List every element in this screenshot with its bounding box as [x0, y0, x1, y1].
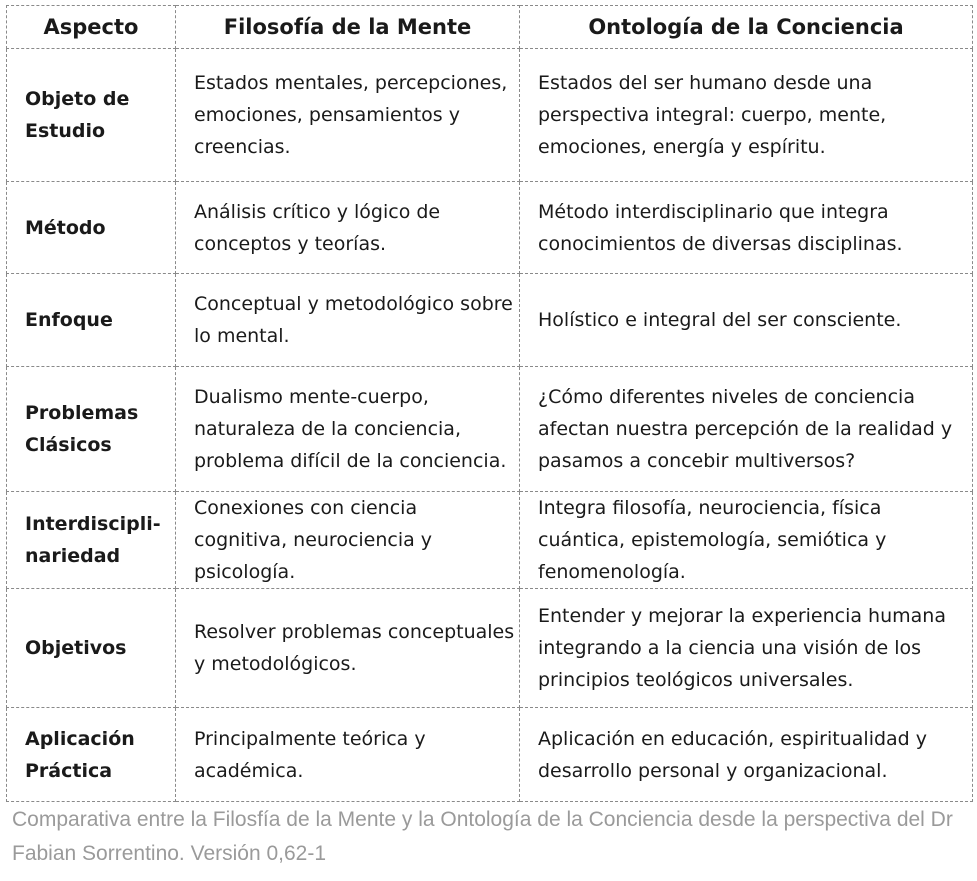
table-row	[7, 367, 973, 492]
ontology-cell: Aplicación en educación, espiritualidad y desarrollo personal y organizacional.	[520, 708, 973, 802]
table-row	[7, 708, 973, 802]
table-row	[7, 589, 973, 708]
table-row	[7, 492, 973, 589]
aspect-cell: Método	[7, 182, 176, 274]
comparison-table	[6, 5, 973, 802]
aspect-cell: Objeto de Estudio	[7, 49, 176, 182]
mind-cell: Análisis crítico y lógico de conceptos y teorías.	[176, 182, 520, 274]
ontology-cell: ¿Cómo diferentes niveles de conciencia afectan nuestra percepción de la realidad y pasamos a concebir multiversos?	[520, 367, 973, 492]
aspect-cell: Problemas Clásicos	[7, 367, 176, 492]
header-ontology-of-consciousness: Ontología de la Conciencia	[520, 6, 973, 49]
aspect-cell: Enfoque	[7, 274, 176, 367]
header-row	[7, 6, 973, 49]
mind-cell: Resolver problemas conceptuales y metodológicos.	[176, 589, 520, 708]
mind-cell: Conexiones con ciencia cognitiva, neurociencia y psicología.	[176, 492, 520, 589]
table-row	[7, 49, 973, 182]
aspect-cell: Objetivos	[7, 589, 176, 708]
mind-cell: Conceptual y metodológico sobre lo mental.	[176, 274, 520, 367]
header-philosophy-of-mind: Filosofía de la Mente	[176, 6, 520, 49]
ontology-cell: Estados del ser humano desde una perspectiva integral: cuerpo, mente, emociones, energía y espíritu.	[520, 49, 973, 182]
aspect-cell: Aplicación Práctica	[7, 708, 176, 802]
ontology-cell: Entender y mejorar la experiencia humana integrando a la ciencia una visión de los principios teológicos universales.	[520, 589, 973, 708]
mind-cell: Dualismo mente-cuerpo, naturaleza de la conciencia, problema difícil de la conciencia.	[176, 367, 520, 492]
table-caption: Comparativa entre la Filosfía de la Mente y la Ontología de la Conciencia desde la perspectiva del Dr Fabian Sorrentino. Versión 0,62-1	[12, 808, 953, 865]
ontology-cell: Holístico e integral del ser consciente.	[520, 274, 973, 367]
mind-cell: Principalmente teórica y académica.	[176, 708, 520, 802]
mind-cell: Estados mentales, percepciones, emociones, pensamientos y creencias.	[176, 49, 520, 182]
ontology-cell: Integra filosofía, neurociencia, física cuántica, epistemología, semiótica y fenomenología.	[520, 492, 973, 589]
header-aspect: Aspecto	[7, 6, 176, 49]
table-row	[7, 274, 973, 367]
table-row	[7, 182, 973, 274]
aspect-cell: Interdiscipli-nariedad	[7, 492, 176, 589]
comparison-table-container	[6, 5, 972, 802]
ontology-cell: Método interdisciplinario que integra conocimientos de diversas disciplinas.	[520, 182, 973, 274]
